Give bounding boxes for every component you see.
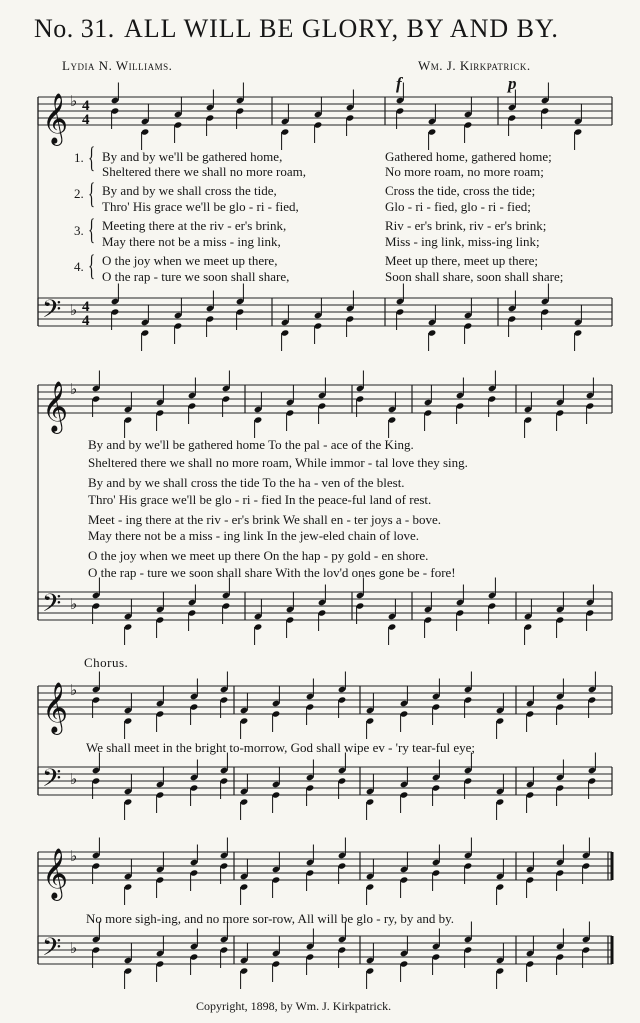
treble-clef: 𝄞	[42, 381, 69, 432]
verse-number: 1.	[74, 150, 84, 165]
bass-clef: 𝄢	[42, 589, 62, 624]
lyric-line: Meet up there, meet up there;	[385, 253, 539, 268]
verse-number: 4.	[74, 259, 84, 274]
lyric-line: May there not be a miss - ing link,	[102, 234, 281, 249]
lyric-line: Gathered home, gathered home;	[385, 149, 552, 164]
lyric-line: Soon shall share, soon shall share;	[385, 269, 564, 284]
chorus-lyric-line: We shall meet in the bright to-morrow, God shall wipe ev - 'ry tear-ful eye;	[86, 740, 475, 755]
treble-clef: 𝄞	[42, 848, 69, 899]
key-signature-flat: ♭	[70, 770, 78, 788]
lyric-line: Sheltered there we shall no more roam,	[102, 164, 306, 179]
treble-clef: 𝄞	[42, 682, 69, 733]
lyric-line: By and by we'll be gathered home,	[102, 149, 283, 164]
lyric-line: No more roam, no more roam;	[385, 164, 544, 179]
lyric-line: Meet - ing there at the riv - er's brink We shall en - ter joys a - bove.	[88, 512, 442, 527]
lyric-line: By and by we'll be gathered home To the pal - ace of the King.	[88, 437, 414, 452]
bass-clef: 𝄢	[42, 764, 62, 799]
time-signature: 4	[82, 112, 90, 128]
hymn-title: ALL WILL BE GLORY, BY AND BY.	[124, 14, 559, 43]
lyric-line: O the rap - ture we soon shall share With the lov'd ones gone be - fore!	[88, 565, 456, 580]
chorus-label: Chorus.	[84, 655, 129, 670]
time-signature: 4	[82, 98, 90, 114]
lyric-line: Glo - ri - fied, glo - ri - fied;	[385, 199, 531, 214]
lyric-line: Miss - ing link, miss-ing link;	[385, 234, 540, 249]
lyric-line: O the rap - ture we soon shall share,	[102, 269, 290, 284]
forte-marking: f	[396, 74, 402, 93]
chorus-lyric-line: No more sigh-ing, and no more sor-row, All will be glo - ry, by and by.	[86, 911, 455, 926]
lyric-line: Sheltered there we shall no more roam, While immor - tal love they sing.	[88, 455, 468, 470]
lyric-line: Cross the tide, cross the tide;	[385, 183, 536, 198]
piano-marking: p	[508, 74, 517, 93]
verse-number: 2.	[74, 186, 84, 201]
bass-clef: 𝄢	[42, 933, 62, 968]
verse-brace: {	[88, 177, 96, 210]
time-signature: 4	[82, 313, 90, 329]
time-signature: 4	[82, 299, 90, 315]
verse-brace: {	[88, 249, 96, 282]
key-signature-flat: ♭	[70, 92, 78, 110]
lyric-line: Thro' His grace we'll be glo - ri - fied,	[102, 199, 299, 214]
treble-clef: 𝄞	[42, 93, 69, 144]
verse-brace: {	[88, 141, 96, 174]
hymn-number: No. 31.	[34, 14, 115, 43]
lyric-line: Riv - er's brink, riv - er's brink;	[385, 218, 547, 233]
bass-clef: 𝄢	[42, 295, 62, 330]
verse-number: 3.	[74, 223, 84, 238]
verse-brace: {	[88, 213, 96, 246]
key-signature-flat: ♭	[70, 847, 78, 865]
lyricist-credit: Lydia N. Williams.	[62, 58, 173, 73]
lyric-line: Meeting there at the riv - er's brink,	[102, 218, 287, 233]
key-signature-flat: ♭	[70, 939, 78, 957]
copyright-notice: Copyright, 1898, by Wm. J. Kirkpatrick.	[196, 999, 392, 1013]
key-signature-flat: ♭	[70, 301, 78, 319]
key-signature-flat: ♭	[70, 681, 78, 699]
lyric-line: May there not be a miss - ing link In the jew-eled chain of love.	[88, 528, 420, 543]
lyric-line: By and by we shall cross the tide To the ha - ven of the blest.	[88, 475, 405, 490]
lyric-line: Thro' His grace we'll be glo - ri - fied In the peace-ful land of rest.	[88, 492, 432, 507]
lyric-line: O the joy when we meet up there,	[102, 253, 278, 268]
lyric-line: O the joy when we meet up there On the hap - py gold - en shore.	[88, 548, 429, 563]
lyric-line: By and by we shall cross the tide,	[102, 183, 277, 198]
composer-credit: Wm. J. Kirkpatrick.	[418, 58, 531, 73]
key-signature-flat: ♭	[70, 380, 78, 398]
key-signature-flat: ♭	[70, 595, 78, 613]
